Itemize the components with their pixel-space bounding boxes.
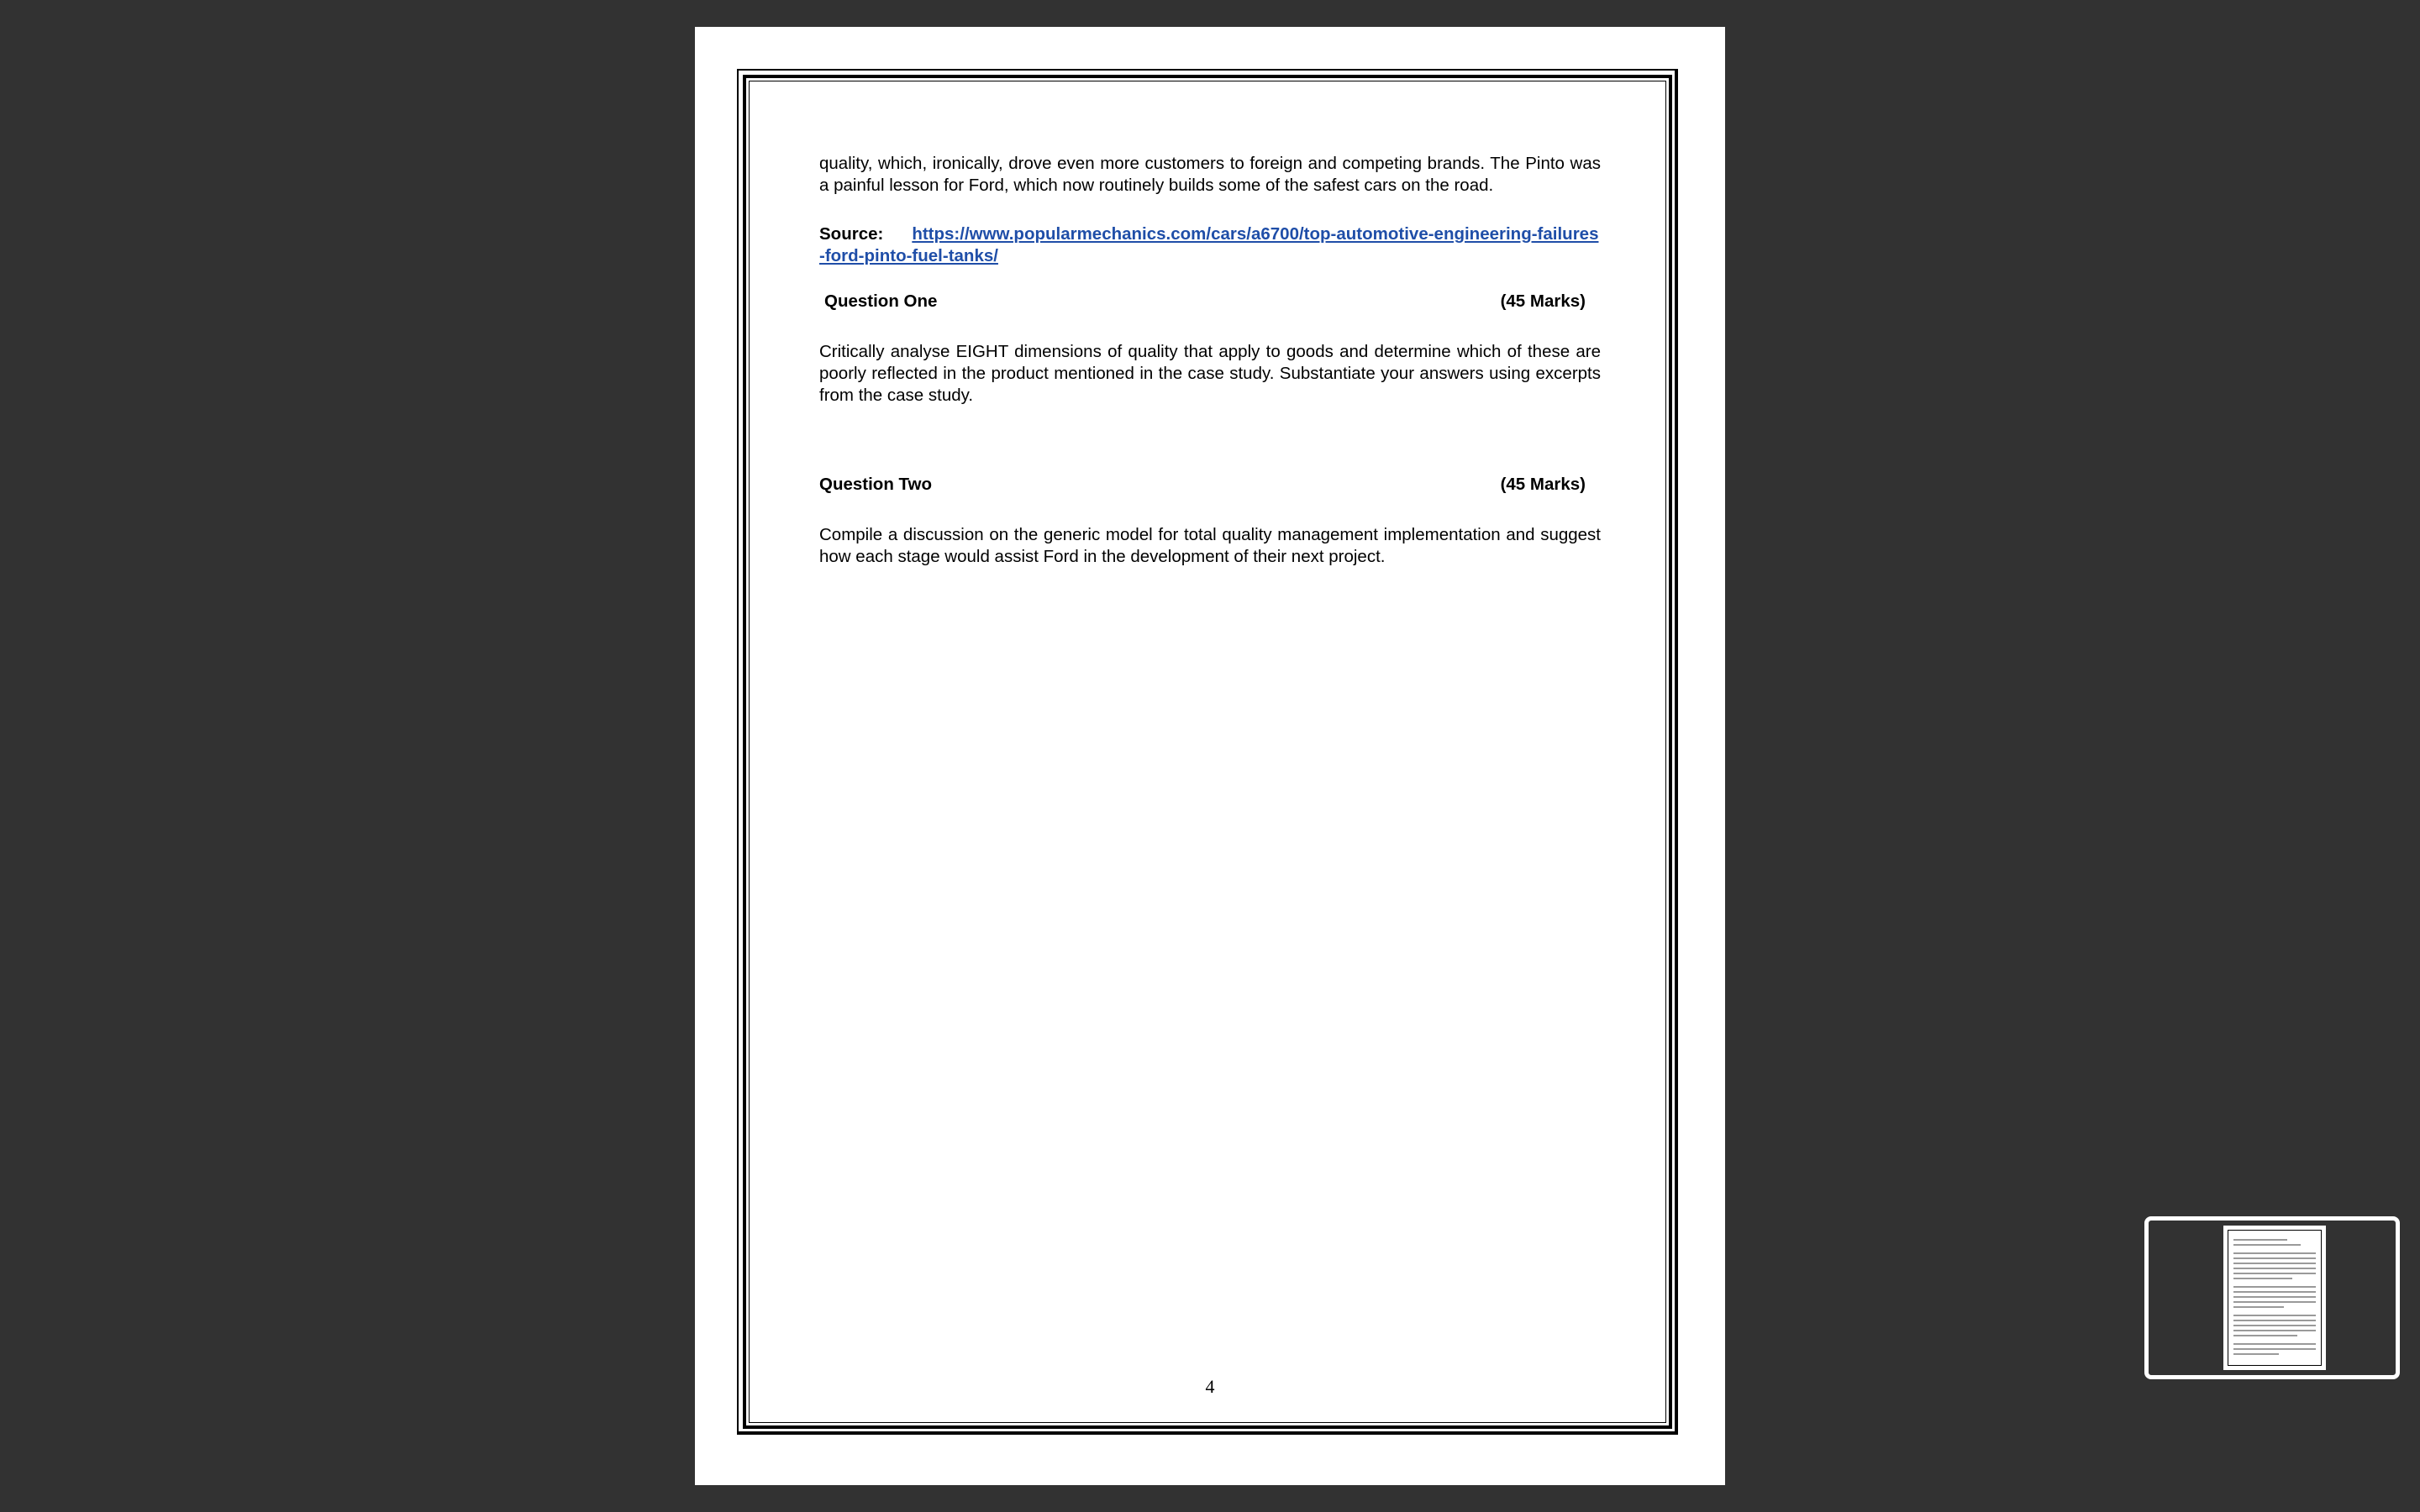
- question-two-marks: (45 Marks): [1500, 475, 1586, 494]
- thumbnail-text-line: [2233, 1306, 2284, 1308]
- page-content: [819, 153, 1601, 568]
- thumbnail-text-line: [2233, 1278, 2292, 1279]
- thumbnail-text-line: [2233, 1239, 2287, 1241]
- page-thumbnail-navigator[interactable]: [2144, 1216, 2400, 1379]
- thumbnail-text-line: [2233, 1330, 2316, 1331]
- thumbnail-text-line: [2233, 1268, 2316, 1269]
- source-label: Source:: [819, 224, 884, 244]
- question-one-heading: [819, 291, 1601, 312]
- thumbnail-text-line: [2233, 1353, 2279, 1355]
- source-citation: [819, 223, 1601, 267]
- thumbnail-text-line: [2233, 1343, 2316, 1345]
- page-thumbnail[interactable]: [2223, 1226, 2326, 1370]
- thumbnail-text-line: [2233, 1244, 2301, 1246]
- thumbnail-text-line: [2233, 1348, 2316, 1350]
- thumbnail-text-line: [2233, 1325, 2316, 1326]
- thumbnail-text-line: [2233, 1257, 2316, 1259]
- thumbnail-text-line: [2233, 1263, 2316, 1264]
- question-one-title: Question One: [824, 291, 938, 311]
- intro-paragraph: quality, which, ironically, drove even more customers to foreign and competing brands. The Pinto was a painful lesson for Ford, which now routinely builds some of the safest cars on the road.: [819, 154, 1601, 195]
- question-two-title: Question Two: [819, 475, 933, 494]
- question-two-heading: [819, 474, 1601, 496]
- thumbnail-text-line: [2233, 1296, 2316, 1298]
- thumbnail-text-line: [2233, 1301, 2316, 1303]
- thumbnail-text-line: [2233, 1273, 2316, 1274]
- question-one-text: Critically analyse EIGHT dimensions of quality that apply to goods and determine which of these are poorly reflected in the product mentioned in the case study. Substantiate your answers using excerpts from the case study.: [819, 342, 1601, 405]
- thumbnail-text-line: [2233, 1335, 2297, 1336]
- page-number: 4: [1205, 1376, 1215, 1397]
- thumbnail-text-line: [2233, 1286, 2316, 1288]
- question-two-text: Compile a discussion on the generic model for total quality management implementation and suggest how each stage would assist Ford in the development of their next project.: [819, 525, 1601, 566]
- source-link[interactable]: https://www.popularmechanics.com/cars/a6700/top-automotive-engineering-failures-ford-pinto-fuel-tanks/: [819, 224, 1599, 265]
- thumbnail-text-line: [2233, 1320, 2316, 1321]
- thumbnail-text-line: [2233, 1252, 2316, 1254]
- thumbnail-text-line: [2233, 1315, 2316, 1316]
- thumbnail-text-line: [2233, 1291, 2316, 1293]
- thumbnail-border: [2228, 1230, 2322, 1366]
- document-page[interactable]: [695, 27, 1725, 1485]
- question-one-marks: (45 Marks): [1500, 291, 1586, 311]
